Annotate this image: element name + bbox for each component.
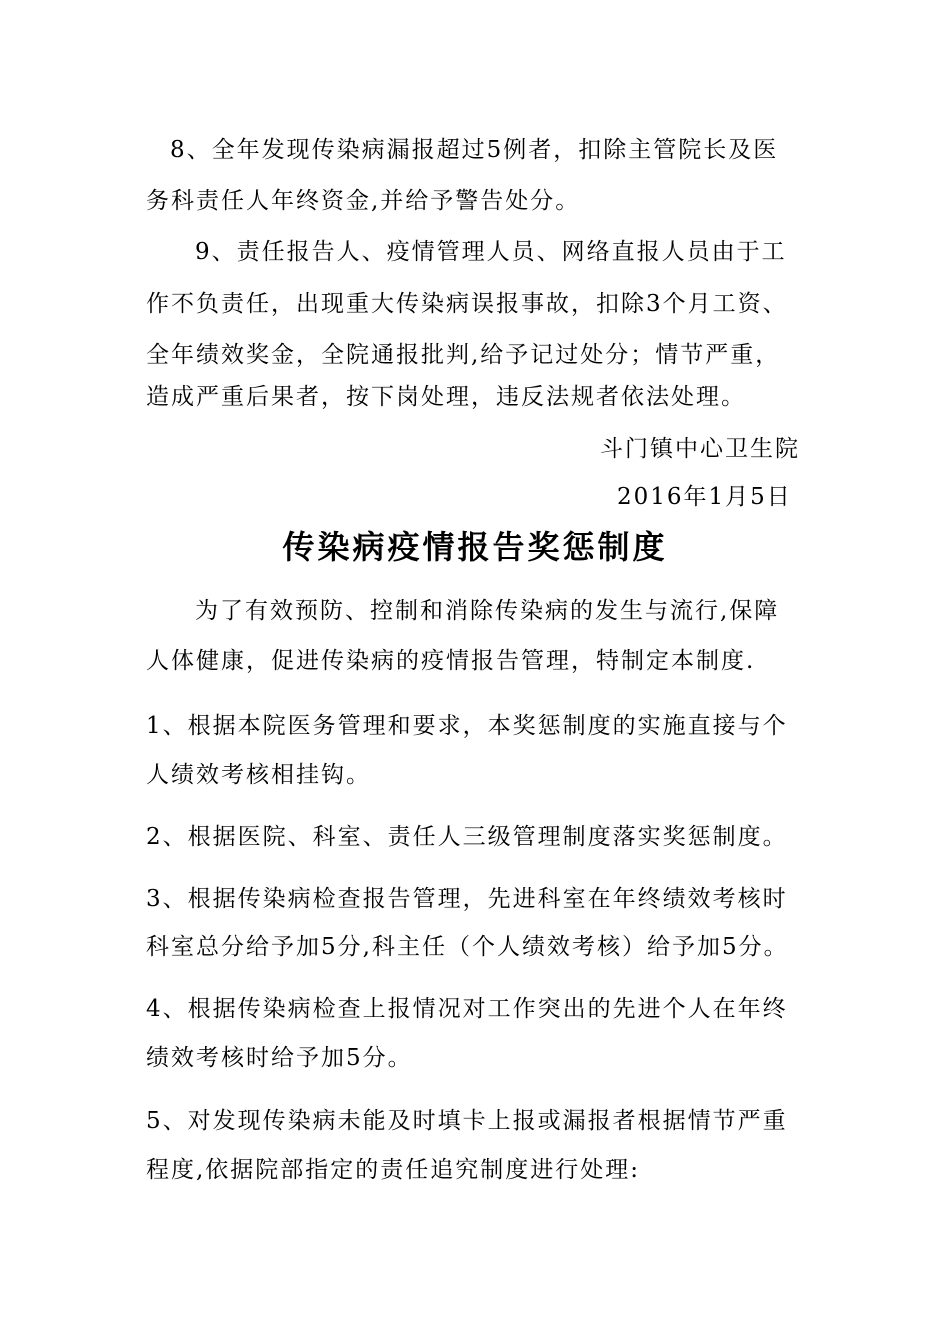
item8-line2: 务科责任人年终资金,并给予警告处分。 bbox=[146, 188, 581, 214]
item2-line1: 2、根据医院、科室、责任人三级管理制度落实奖惩制度。 bbox=[146, 824, 788, 850]
item8-line1: 8、全年发现传染病漏报超过5例者，扣除主管院长及医 bbox=[170, 137, 779, 163]
signature-org: 斗门镇中心卫生院 bbox=[600, 436, 800, 462]
intro-line2: 人体健康，促进传染病的疫情报告管理，特制定本制度. bbox=[146, 648, 756, 674]
item5-line1: 5、对发现传染病未能及时填卡上报或漏报者根据情节严重 bbox=[146, 1108, 788, 1134]
item9-line3: 全年绩效奖金，全院通报批判,给予记过处分；情节严重， bbox=[146, 342, 781, 368]
item1-line1: 1、根据本院医务管理和要求，本奖惩制度的实施直接与个 bbox=[146, 713, 788, 739]
item9-line1: 9、责任报告人、疫情管理人员、网络直报人员由于工 bbox=[195, 239, 787, 265]
item9-line2: 作不负责任，出现重大传染病误报事故，扣除3个月工资、 bbox=[146, 291, 788, 317]
item1-line2: 人绩效考核相挂钩。 bbox=[146, 762, 371, 788]
intro-line1: 为了有效预防、控制和消除传染病的发生与流行,保障 bbox=[195, 598, 780, 624]
item4-line1: 4、根据传染病检查上报情况对工作突出的先进个人在年终 bbox=[146, 996, 788, 1022]
signature-date: 2016年1月5日 bbox=[617, 484, 792, 510]
item3-line1: 3、根据传染病检查报告管理，先进科室在年终绩效考核时 bbox=[146, 886, 788, 912]
item9-line4: 造成严重后果者，按下岗处理，违反法规者依法处理。 bbox=[146, 384, 746, 410]
item5-line2: 程度,依据院部指定的责任追究制度进行处理: bbox=[146, 1157, 641, 1183]
document-title: 传染病疫情报告奖惩制度 bbox=[282, 528, 668, 566]
item4-line2: 绩效考核时给予加5分。 bbox=[146, 1045, 413, 1071]
item3-line2: 科室总分给予加5分,科主任（个人绩效考核）给予加5分。 bbox=[146, 934, 789, 960]
